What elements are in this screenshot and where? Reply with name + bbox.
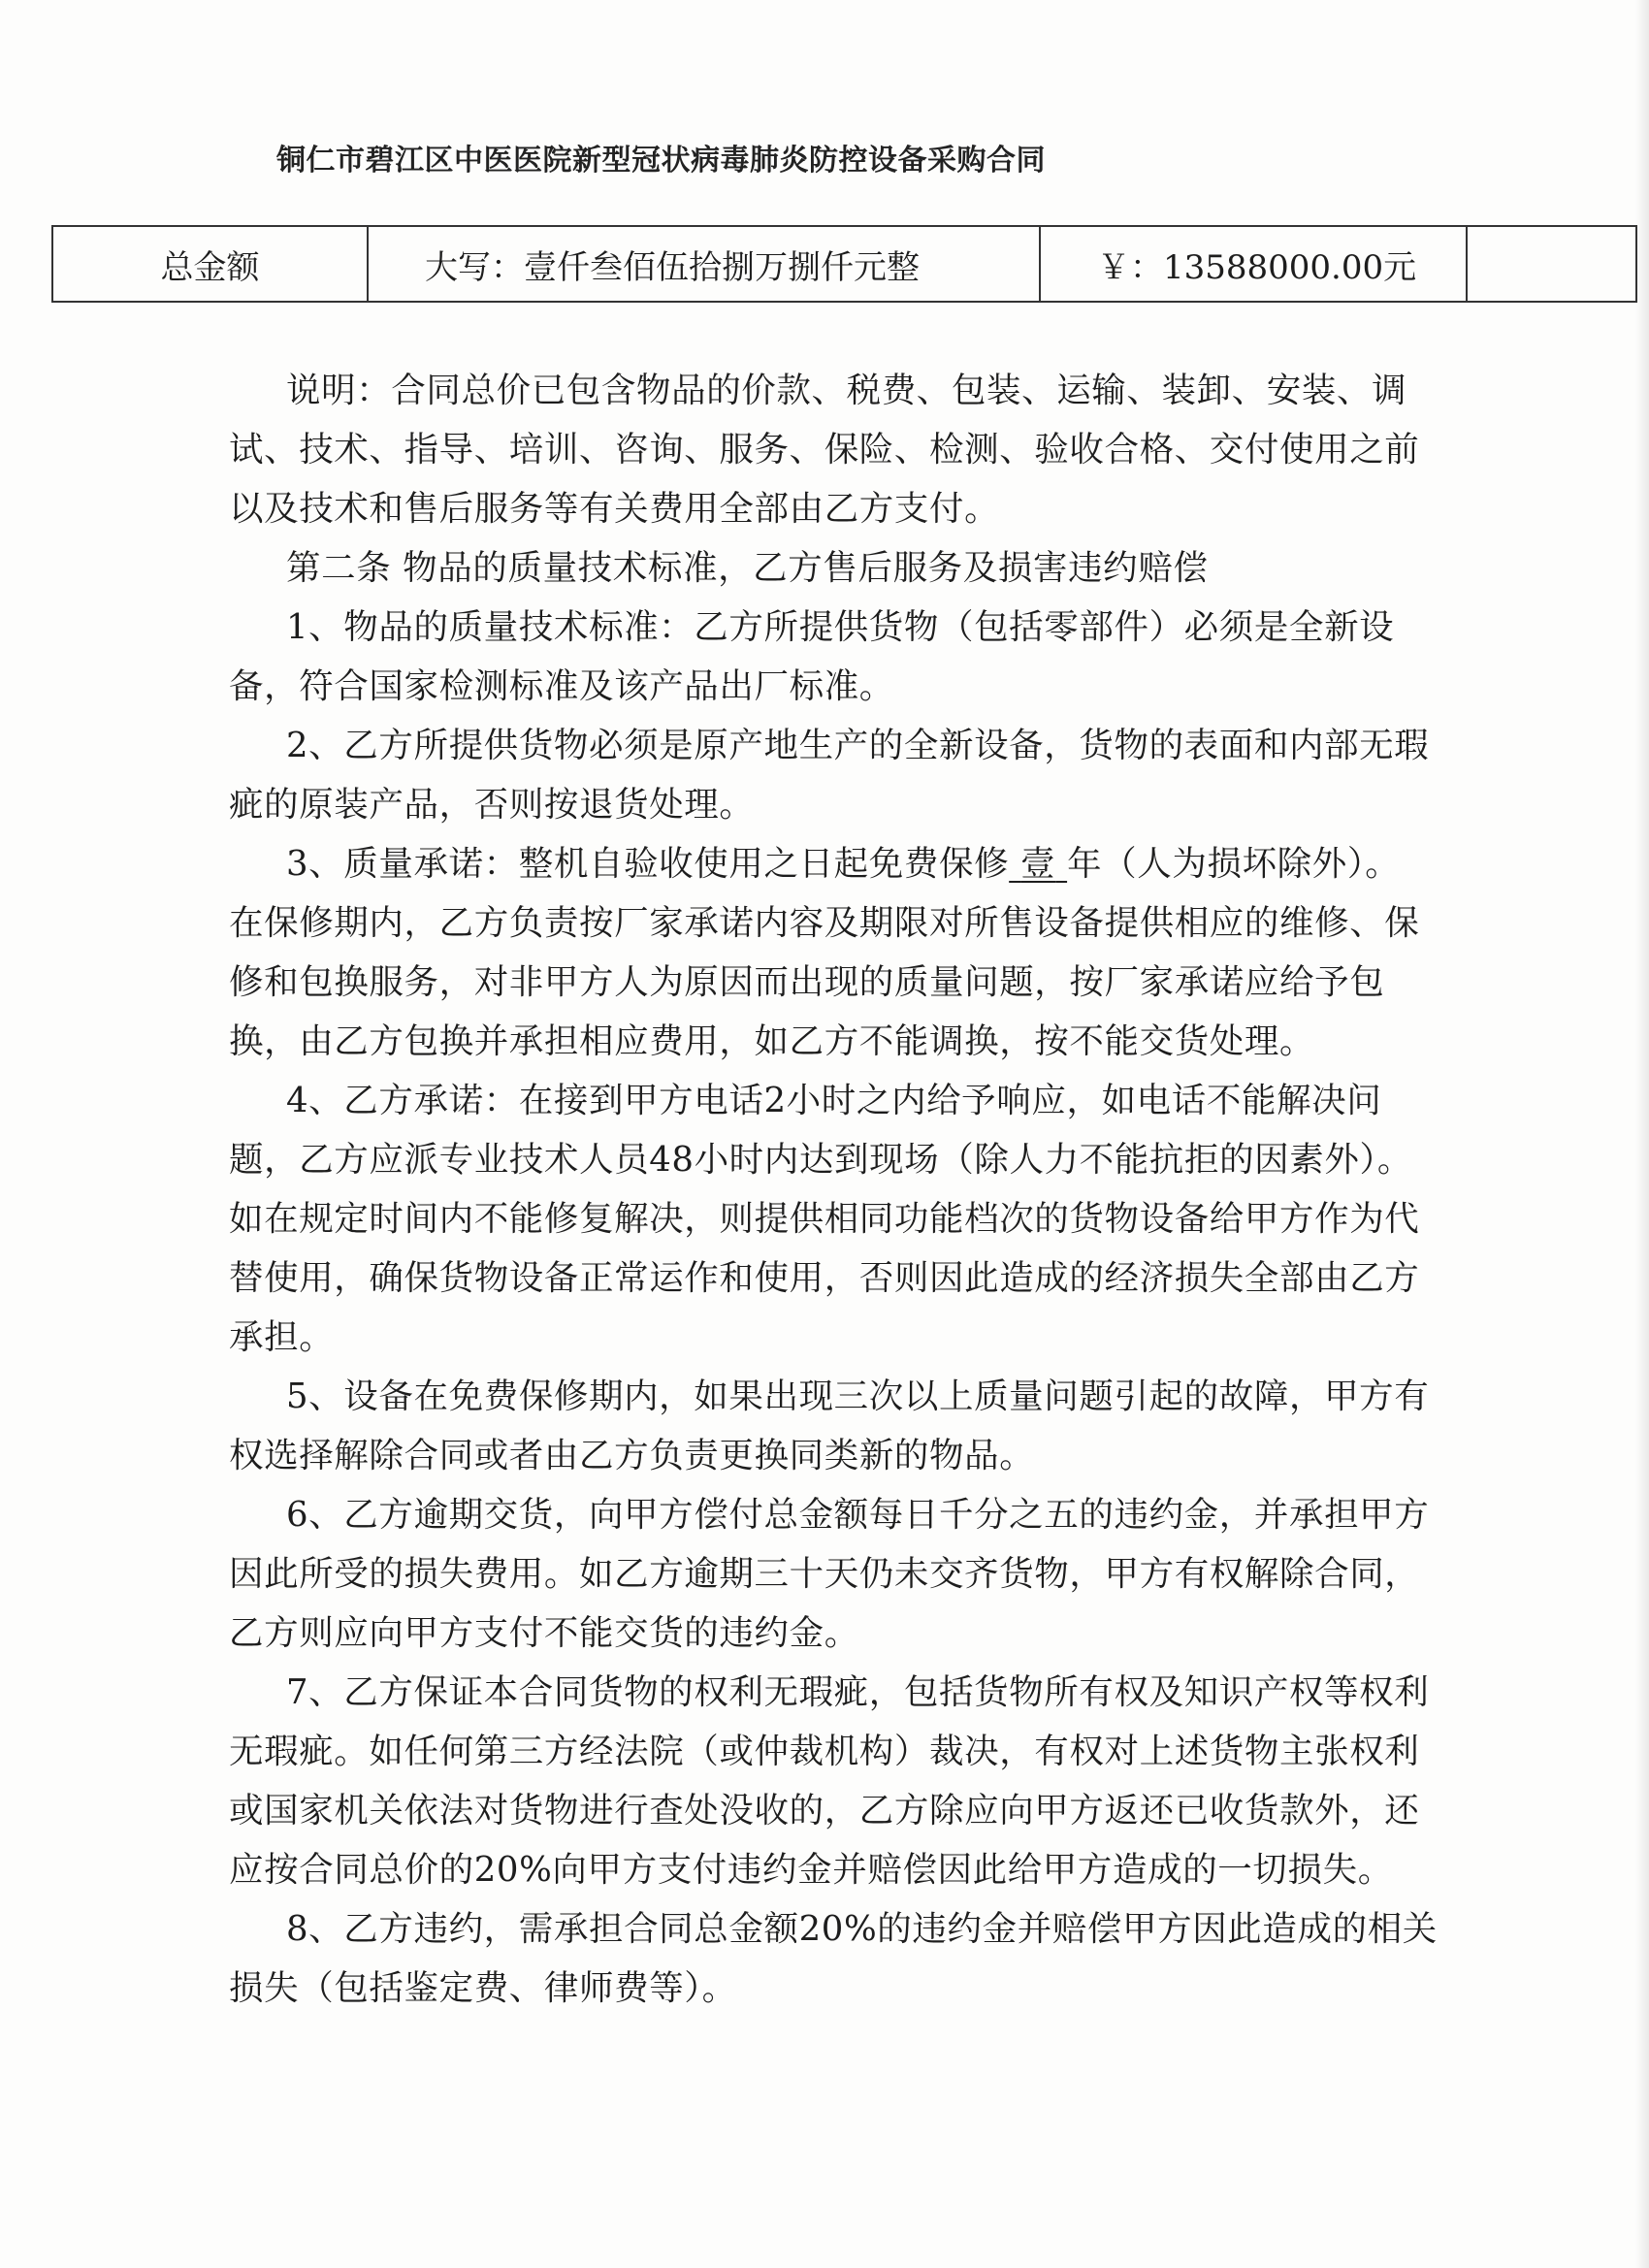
body-line: 无瑕疵。如任何第三方经法院（或仲裁机构）裁决，有权对上述货物主张权利 — [229, 1732, 1420, 1771]
amount-empty-cell — [1467, 226, 1636, 302]
body-line: 2、乙方所提供货物必须是原产地生产的全新设备，货物的表面和内部无瑕 — [286, 726, 1430, 765]
amount-numeric-cell: ￥：13588000.00元 — [1040, 226, 1467, 302]
body-line: 题，乙方应派专业技术人员48小时内达到现场（除人力不能抗拒的因素外）。 — [229, 1140, 1412, 1180]
amount-uppercase-cell: 大写：壹仟叁佰伍拾捌万捌仟元整 — [368, 226, 1040, 302]
body-line: 因此所受的损失费用。如乙方逾期三十天仍未交齐货物，甲方有权解除合同， — [229, 1554, 1420, 1594]
body-line: 4、乙方承诺：在接到甲方电话2小时之内给予响应，如电话不能解决问 — [286, 1081, 1382, 1120]
body-line: 5、设备在免费保修期内，如果出现三次以上质量问题引起的故障，甲方有 — [286, 1377, 1430, 1416]
section-heading: 第二条 物品的质量技术标准，乙方售后服务及损害违约赔偿 — [286, 548, 1209, 588]
body-line: 替使用，确保货物设备正常运作和使用，否则因此造成的经济损失全部由乙方 — [229, 1258, 1420, 1298]
document-title: 铜仁市碧江区中医医院新型冠状病毒肺炎防控设备采购合同 — [276, 144, 1046, 178]
body-line: 换，由乙方包换并承担相应费用，如乙方不能调换，按不能交货处理。 — [229, 1021, 1315, 1061]
body-line: 备，符合国家检测标准及该产品出厂标准。 — [229, 666, 894, 706]
body-line: 或国家机关依法对货物进行查处没收的，乙方除应向甲方返还已收货款外，还 — [229, 1791, 1420, 1831]
body-line: 如在规定时间内不能修复解决，则提供相同功能档次的货物设备给甲方作为代 — [229, 1199, 1420, 1239]
body-line: 7、乙方保证本合同货物的权利无瑕疵，包括货物所有权及知识产权等权利 — [286, 1672, 1430, 1712]
contract-body — [229, 361, 1438, 2018]
body-line: 说明：合同总价已包含物品的价款、税费、包装、运输、装卸、安装、调 — [286, 371, 1407, 410]
body-line: 损失（包括鉴定费、律师费等）。 — [229, 1968, 737, 2008]
amount-label-cell: 总金额 — [52, 226, 368, 302]
body-line: 8、乙方违约，需承担合同总金额20%的违约金并赔偿甲方因此造成的相关 — [286, 1909, 1438, 1949]
scan-edge-shadow — [1635, 0, 1649, 2268]
body-line-warranty — [229, 834, 1401, 893]
body-line: 1、物品的质量技术标准：乙方所提供货物（包括零部件）必须是全新设 — [286, 607, 1395, 647]
amount-row — [52, 226, 1636, 302]
body-line: 权选择解除合同或者由乙方负责更换同类新的物品。 — [229, 1436, 1035, 1475]
body-line: 承担。 — [229, 1317, 335, 1357]
warranty-years-text: 壹 — [1020, 844, 1056, 884]
warranty-text: 3、质量承诺：整机自验收使用之日起免费保修 — [286, 844, 1010, 884]
body-line: 在保修期内，乙方负责按厂家承诺内容及期限对所售设备提供相应的维修、保 — [229, 903, 1420, 943]
body-line: 以及技术和售后服务等有关费用全部由乙方支付。 — [229, 489, 1000, 529]
amount-table — [51, 225, 1637, 303]
body-line: 乙方则应向甲方支付不能交货的违约金。 — [229, 1613, 859, 1653]
body-line: 修和包换服务，对非甲方人为原因而出现的质量问题，按厂家承诺应给予包 — [229, 962, 1385, 1002]
warranty-years-value — [1009, 844, 1067, 884]
body-line: 6、乙方逾期交货，向甲方偿付总金额每日千分之五的违约金，并承担甲方 — [286, 1495, 1430, 1535]
warranty-text-end: 年（人为损坏除外）。 — [1067, 844, 1401, 884]
body-line: 试、技术、指导、培训、咨询、服务、保险、检测、验收合格、交付使用之前 — [229, 430, 1420, 470]
body-line: 疵的原装产品，否则按退货处理。 — [229, 785, 755, 825]
body-line: 应按合同总价的20%向甲方支付违约金并赔偿因此给甲方造成的一切损失。 — [229, 1850, 1393, 1890]
